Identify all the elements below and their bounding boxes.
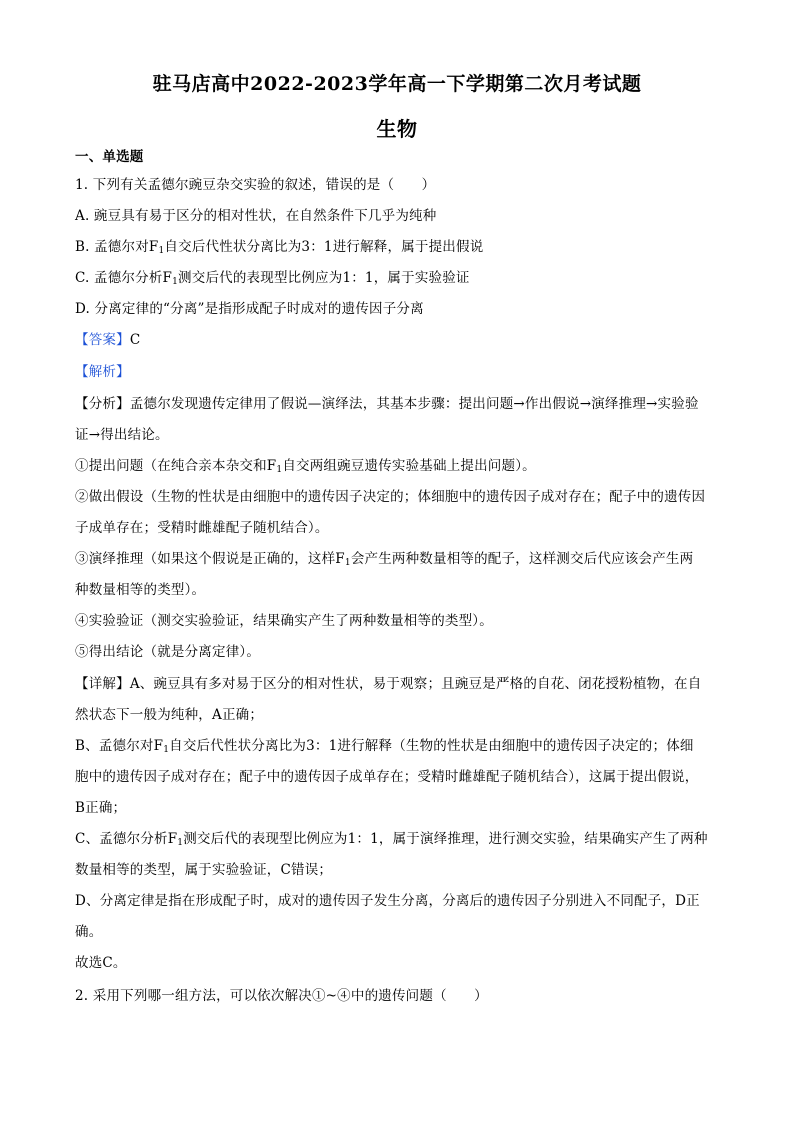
detail-line: 【详解】A、豌豆具有多对易于区分的相对性状，易于观察；且豌豆是严格的自花、闭花授粉植物，在自 — [75, 676, 702, 692]
subject-title: 生物 — [376, 117, 418, 141]
question-1-stem: 1. 下列有关孟德尔豌豆杂交实验的叙述，错误的是（ ） — [75, 177, 436, 193]
detail-line: C、孟德尔分析$F_1$测交后代的表现型比例应为1：1，属于演绎推理，进行测交实验，结果确实产生了两种 — [75, 831, 708, 848]
detail-line: 数量相等的类型，属于实验验证，C错误； — [75, 862, 333, 878]
question-2-stem: 2. 采用下列哪一组方法，可以依次解决①~④中的遗传问题（ ） — [75, 988, 488, 1004]
analysis-line: ③演绎推理（如果这个假说是正确的，这样$F_1$会产生两种数量相等的配子，这样测交后代应该会产生两 — [75, 551, 694, 568]
exam-title: 驻马店高中2022-2023学年高一下学期第二次月考试题 — [152, 73, 642, 95]
answer-value: C — [129, 332, 141, 348]
detail-line: 然状态下一般为纯种，A正确； — [75, 707, 264, 723]
analysis-line: 证→得出结论。 — [75, 427, 169, 443]
detail-line: B、孟德尔对$F_1$自交后代性状分离比为3：1进行解释（生物的性状是由细胞中的遗传因子决定的；体细 — [75, 738, 694, 755]
analysis-tag: 【解析】 — [75, 364, 130, 380]
section-heading: 一、单选题 — [75, 149, 144, 165]
analysis-line: 种数量相等的类型）。 — [75, 582, 206, 598]
question-1-option-d: D. 分离定律的“分离”是指形成配子时成对的遗传因子分离 — [75, 301, 424, 317]
question-1-option-c: C. 孟德尔分析$F_1$测交后代的表现型比例应为1：1，属于实验验证 — [75, 270, 470, 287]
detail-line: B正确； — [75, 800, 127, 816]
answer-tag: 【答案】 — [75, 332, 130, 348]
analysis-line: ②做出假设（生物的性状是由细胞中的遗传因子决定的；体细胞中的遗传因子成对存在；配子中的遗传因 — [75, 489, 706, 505]
analysis-line: ①提出问题（在纯合亲本杂交和$F_1$自交两组豌豆遗传实验基础上提出问题）。 — [75, 458, 536, 475]
answer-line — [75, 331, 725, 349]
detail-line: D、分离定律是指在形成配子时，成对的遗传因子发生分离，分离后的遗传因子分别进入不同配子，D正 — [75, 893, 700, 909]
detail-line: 确。 — [75, 924, 103, 940]
analysis-line: 子成单存在；受精时雌雄配子随机结合）。 — [75, 520, 329, 536]
analysis-line: ⑤得出结论（就是分离定律）。 — [75, 644, 261, 660]
question-1-option-b: B. 孟德尔对$F_1$自交后代性状分离比为3：1进行解释，属于提出假说 — [75, 239, 484, 256]
detail-line: 胞中的遗传因子成对存在；配子中的遗传因子成单存在；受精时雌雄配子随机结合），这属于提出假说， — [75, 769, 699, 785]
conclusion-line: 故选C。 — [75, 955, 127, 971]
question-1-option-a: A. 豌豆具有易于区分的相对性状，在自然条件下几乎为纯种 — [75, 208, 437, 224]
analysis-line: ④实验验证（测交实验验证，结果确实产生了两种数量相等的类型）。 — [75, 613, 493, 629]
analysis-line: 【分析】孟德尔发现遗传定律用了假说—演绎法，其基本步骤：提出问题→作出假说→演绎推理→实验验 — [75, 396, 699, 412]
